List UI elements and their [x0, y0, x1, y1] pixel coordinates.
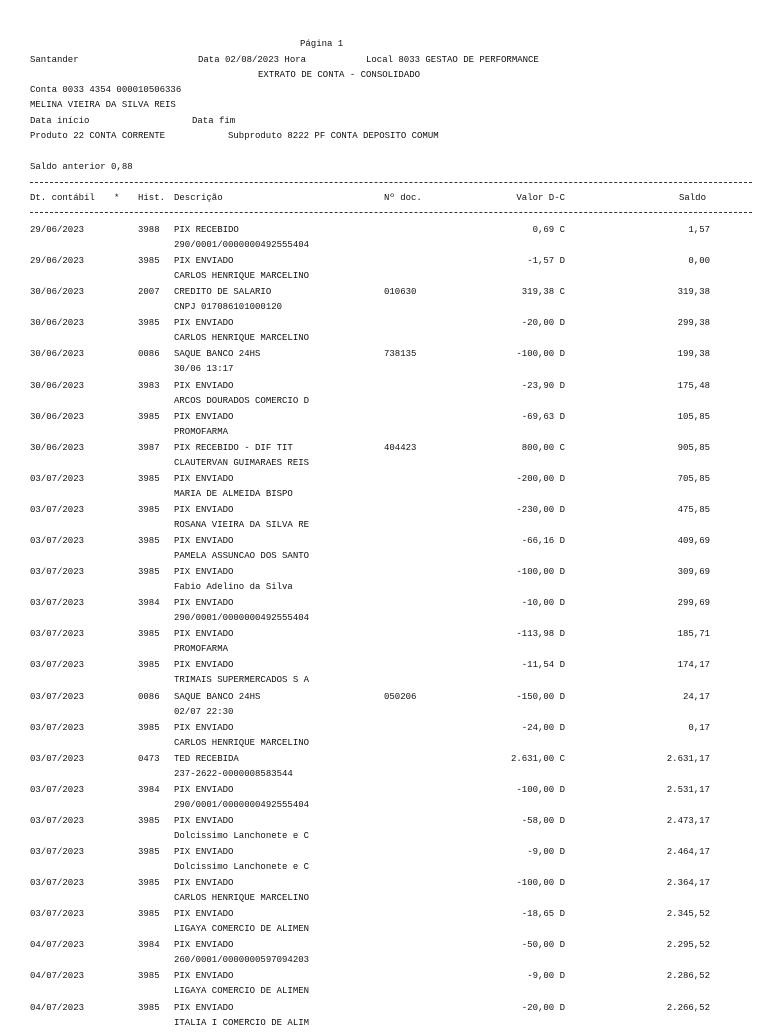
- row-description: PIX ENVIADO: [174, 847, 234, 857]
- row-description-detail: TRIMAIS SUPERMERCADOS S A: [174, 675, 310, 686]
- row-description-detail: Dolcissimo Lanchonete e C: [174, 862, 310, 872]
- row-value: 2.631,00 C: [510, 753, 565, 764]
- row-hist-code: 3984: [138, 598, 160, 609]
- row-description: PIX ENVIADO: [174, 598, 234, 609]
- row-doc-number: 404423: [384, 442, 417, 453]
- row-date: 03/07/2023: [30, 722, 85, 733]
- row-description: SAQUE BANCO 24HS: [174, 349, 261, 360]
- col-desc: Descrição: [174, 193, 223, 203]
- table-row: [0, 381, 768, 412]
- row-value: -230,00 D: [516, 504, 565, 515]
- row-value: -69,63 D: [521, 411, 565, 422]
- table-row: [0, 225, 768, 256]
- row-description: PIX ENVIADO: [174, 629, 234, 640]
- row-hist-code: 3985: [138, 536, 160, 546]
- row-description: PIX ENVIADO: [174, 909, 234, 920]
- row-description: PIX ENVIADO: [174, 660, 234, 671]
- table-row: [0, 443, 768, 474]
- row-hist-code: 3985: [138, 567, 160, 578]
- row-value: -9,00 D: [527, 971, 565, 982]
- row-hist-code: 3984: [138, 784, 160, 795]
- row-value: -23,90 D: [521, 380, 565, 391]
- row-hist-code: 3988: [138, 225, 160, 235]
- row-date: 03/07/2023: [30, 629, 85, 640]
- row-balance: 105,85: [677, 411, 710, 422]
- row-date: 29/06/2023: [30, 225, 85, 235]
- report-date-time: Data 02/08/2023 Hora: [198, 55, 307, 65]
- row-description-detail: CARLOS HENRIQUE MARCELINO: [174, 893, 310, 904]
- row-description: PIX ENVIADO: [174, 971, 234, 982]
- row-date: 30/06/2023: [30, 287, 85, 298]
- row-hist-code: 3985: [138, 629, 160, 640]
- row-description: PIX ENVIADO: [174, 784, 234, 795]
- row-date: 29/06/2023: [30, 256, 85, 267]
- row-date: 03/07/2023: [30, 815, 85, 826]
- row-hist-code: 3985: [138, 878, 160, 889]
- row-description: CREDITO DE SALARIO: [174, 287, 272, 298]
- table-row: [0, 256, 768, 287]
- table-row: [0, 412, 768, 443]
- previous-balance: Saldo anterior 0,88: [30, 162, 133, 172]
- row-value: -50,00 D: [521, 940, 565, 951]
- row-balance: 309,69: [677, 567, 710, 578]
- row-description: PIX ENVIADO: [174, 380, 234, 391]
- row-description-detail: ROSANA VIEIRA DA SILVA RE: [174, 519, 310, 530]
- row-description: PIX ENVIADO: [174, 536, 234, 546]
- row-value: -9,00 D: [527, 847, 565, 857]
- row-hist-code: 0473: [138, 753, 160, 764]
- table-row: [0, 692, 768, 723]
- table-row: [0, 1003, 768, 1034]
- row-date: 03/07/2023: [30, 878, 85, 889]
- row-date: 03/07/2023: [30, 598, 85, 609]
- row-date: 04/07/2023: [30, 940, 85, 951]
- row-hist-code: 3985: [138, 660, 160, 671]
- table-row: [0, 536, 768, 567]
- table-row: [0, 567, 768, 598]
- row-hist-code: 3984: [138, 940, 160, 951]
- row-value: -1,57 D: [527, 256, 565, 267]
- row-value: -20,00 D: [521, 318, 565, 329]
- row-balance: 299,69: [677, 598, 710, 609]
- header-divider-top: [30, 182, 752, 183]
- row-description: PIX ENVIADO: [174, 256, 234, 267]
- col-balance: Saldo: [678, 193, 706, 203]
- row-value: -100,00 D: [516, 567, 565, 578]
- table-row: [0, 505, 768, 536]
- row-description: PIX ENVIADO: [174, 504, 234, 515]
- row-date: 03/07/2023: [30, 753, 85, 764]
- row-date: 03/07/2023: [30, 784, 85, 795]
- row-description-detail: CARLOS HENRIQUE MARCELINO: [174, 333, 310, 344]
- row-balance: 2.345,52: [666, 909, 710, 920]
- row-date: 03/07/2023: [30, 660, 85, 671]
- row-date: 03/07/2023: [30, 536, 85, 546]
- row-description: PIX RECEBIDO: [174, 225, 239, 235]
- row-doc-number: 010630: [384, 287, 417, 298]
- row-value: -100,00 D: [516, 878, 565, 889]
- row-description-detail: ITALIA I COMERCIO DE ALIM: [174, 1017, 310, 1028]
- row-description-detail: LIGAYA COMERCIO DE ALIMEN: [174, 986, 310, 997]
- row-description: PIX ENVIADO: [174, 878, 234, 889]
- table-row: [0, 940, 768, 971]
- row-balance: 705,85: [677, 473, 710, 484]
- row-date: 04/07/2023: [30, 971, 85, 982]
- row-description-detail: Fabio Adelino da Silva: [174, 582, 293, 593]
- row-value: -18,65 D: [521, 909, 565, 920]
- row-balance: 2.631,17: [666, 753, 710, 764]
- row-value: -58,00 D: [521, 815, 565, 826]
- row-description: PIX ENVIADO: [174, 473, 234, 484]
- table-row: [0, 971, 768, 1002]
- row-balance: 409,69: [677, 536, 710, 546]
- row-balance: 475,85: [677, 504, 710, 515]
- row-description: PIX ENVIADO: [174, 318, 234, 329]
- row-description-detail: ARCOS DOURADOS COMERCIO D: [174, 395, 310, 406]
- row-date: 30/06/2023: [30, 411, 85, 422]
- row-value: -100,00 D: [516, 349, 565, 360]
- header-divider-bottom: [30, 212, 752, 213]
- col-value: Valor D-C: [516, 193, 565, 203]
- row-balance: 319,38: [677, 287, 710, 298]
- row-balance: 0,17: [688, 722, 710, 733]
- table-row: [0, 723, 768, 754]
- row-balance: 185,71: [677, 629, 710, 640]
- row-value: -100,00 D: [516, 784, 565, 795]
- row-description-detail: 290/0001/0000000492555404: [174, 799, 310, 810]
- row-description-detail: 237-2622-0000008583544: [174, 768, 293, 779]
- table-row: [0, 287, 768, 318]
- subproduct-label: Subproduto 8222 PF CONTA DEPOSITO COMUM: [228, 131, 439, 141]
- row-balance: 2.364,17: [666, 878, 710, 889]
- page-number: Página 1: [300, 39, 344, 49]
- row-description-detail: CARLOS HENRIQUE MARCELINO: [174, 271, 310, 282]
- row-hist-code: 0086: [138, 691, 160, 702]
- row-hist-code: 3985: [138, 815, 160, 826]
- row-balance: 2.266,52: [666, 1002, 710, 1013]
- row-date: 03/07/2023: [30, 847, 85, 857]
- row-description-detail: MARIA DE ALMEIDA BISPO: [174, 488, 293, 499]
- row-hist-code: 3985: [138, 473, 160, 484]
- col-hist: Hist.: [138, 193, 166, 203]
- row-description-detail: PAMELA ASSUNCAO DOS SANTO: [174, 551, 310, 561]
- row-description-detail: 290/0001/0000000492555404: [174, 240, 310, 250]
- row-date: 03/07/2023: [30, 567, 85, 578]
- row-description: TED RECEBIDA: [174, 753, 239, 764]
- table-row: [0, 629, 768, 660]
- row-date: 30/06/2023: [30, 318, 85, 329]
- report-title: EXTRATO DE CONTA - CONSOLIDADO: [258, 70, 421, 80]
- row-description-detail: Dolcissimo Lanchonete e C: [174, 830, 310, 841]
- row-date: 03/07/2023: [30, 504, 85, 515]
- col-date: Dt. contábil: [30, 193, 95, 203]
- row-balance: 199,38: [677, 349, 710, 360]
- table-row: [0, 847, 768, 878]
- row-doc-number: 738135: [384, 349, 417, 360]
- row-hist-code: 3983: [138, 380, 160, 391]
- row-date: 30/06/2023: [30, 380, 85, 391]
- table-row: [0, 816, 768, 847]
- row-value: -20,00 D: [521, 1002, 565, 1013]
- row-balance: 2.286,52: [666, 971, 710, 982]
- table-row: [0, 785, 768, 816]
- row-balance: 0,00: [688, 256, 710, 267]
- row-date: 04/07/2023: [30, 1002, 85, 1013]
- row-description-detail: 02/07 22:30: [174, 706, 234, 717]
- bank-name: Santander: [30, 55, 79, 65]
- row-hist-code: 3985: [138, 256, 160, 267]
- row-hist-code: 0086: [138, 349, 160, 360]
- row-description: PIX ENVIADO: [174, 1002, 234, 1013]
- row-description-detail: 290/0001/0000000492555404: [174, 613, 310, 624]
- col-doc: Nº doc.: [384, 193, 422, 203]
- row-hist-code: 2007: [138, 287, 160, 298]
- row-hist-code: 3985: [138, 971, 160, 982]
- row-description: PIX ENVIADO: [174, 722, 234, 733]
- row-doc-number: 050206: [384, 691, 417, 702]
- row-balance: 2.295,52: [666, 940, 710, 951]
- table-row: [0, 598, 768, 629]
- row-description: PIX ENVIADO: [174, 567, 234, 578]
- col-star: *: [114, 193, 120, 203]
- row-value: -10,00 D: [521, 598, 565, 609]
- row-description: PIX ENVIADO: [174, 815, 234, 826]
- report-location: Local 8033 GESTAO DE PERFORMANCE: [366, 55, 539, 65]
- row-value: -113,98 D: [516, 629, 565, 640]
- table-row: [0, 660, 768, 691]
- row-balance: 175,48: [677, 380, 710, 391]
- table-row: [0, 909, 768, 940]
- table-row: [0, 318, 768, 349]
- row-description-detail: 260/0001/0000000597094203: [174, 955, 310, 966]
- row-balance: 905,85: [677, 442, 710, 453]
- row-value: -11,54 D: [521, 660, 565, 671]
- table-row: [0, 754, 768, 785]
- row-hist-code: 3985: [138, 847, 160, 857]
- row-value: -66,16 D: [521, 536, 565, 546]
- row-description-detail: 30/06 13:17: [174, 364, 234, 375]
- row-balance: 299,38: [677, 318, 710, 329]
- row-value: -24,00 D: [521, 722, 565, 733]
- row-hist-code: 3985: [138, 504, 160, 515]
- row-description-detail: CNPJ 017086101000120: [174, 302, 283, 313]
- row-balance: 2.531,17: [666, 784, 710, 795]
- row-description-detail: LIGAYA COMERCIO DE ALIMEN: [174, 924, 310, 935]
- row-balance: 2.473,17: [666, 815, 710, 826]
- row-balance: 1,57: [688, 225, 710, 235]
- row-date: 03/07/2023: [30, 473, 85, 484]
- row-value: 319,38 C: [521, 287, 565, 298]
- row-value: 0,69 C: [532, 225, 565, 235]
- row-value: -200,00 D: [516, 473, 565, 484]
- row-value: -150,00 D: [516, 691, 565, 702]
- row-description: PIX ENVIADO: [174, 411, 234, 422]
- row-description-detail: CARLOS HENRIQUE MARCELINO: [174, 737, 310, 748]
- row-balance: 174,17: [677, 660, 710, 671]
- row-hist-code: 3985: [138, 909, 160, 920]
- row-description: SAQUE BANCO 24HS: [174, 691, 261, 702]
- end-date-label: Data fim: [192, 116, 236, 126]
- row-date: 03/07/2023: [30, 909, 85, 920]
- table-row: [0, 474, 768, 505]
- account-number: Conta 0033 4354 000010506336: [30, 85, 182, 95]
- row-balance: 24,17: [682, 691, 710, 702]
- row-hist-code: 3987: [138, 442, 160, 453]
- row-balance: 2.464,17: [666, 847, 710, 857]
- row-date: 30/06/2023: [30, 442, 85, 453]
- row-description-detail: PROMOFARMA: [174, 644, 229, 655]
- row-description: PIX ENVIADO: [174, 940, 234, 951]
- row-description-detail: CLAUTERVAN GUIMARAES REIS: [174, 457, 310, 468]
- start-date-label: Data início: [30, 116, 90, 126]
- row-hist-code: 3985: [138, 411, 160, 422]
- row-date: 03/07/2023: [30, 691, 85, 702]
- row-date: 30/06/2023: [30, 349, 85, 360]
- product-label: Produto 22 CONTA CORRENTE: [30, 131, 166, 141]
- table-row: [0, 349, 768, 380]
- row-hist-code: 3985: [138, 318, 160, 329]
- row-value: 800,00 C: [521, 442, 565, 453]
- row-description-detail: PROMOFARMA: [174, 426, 229, 437]
- row-hist-code: 3985: [138, 1002, 160, 1013]
- account-holder: MELINA VIEIRA DA SILVA REIS: [30, 100, 176, 110]
- row-description: PIX RECEBIDO - DIF TIT: [174, 442, 293, 453]
- table-row: [0, 878, 768, 909]
- row-hist-code: 3985: [138, 722, 160, 733]
